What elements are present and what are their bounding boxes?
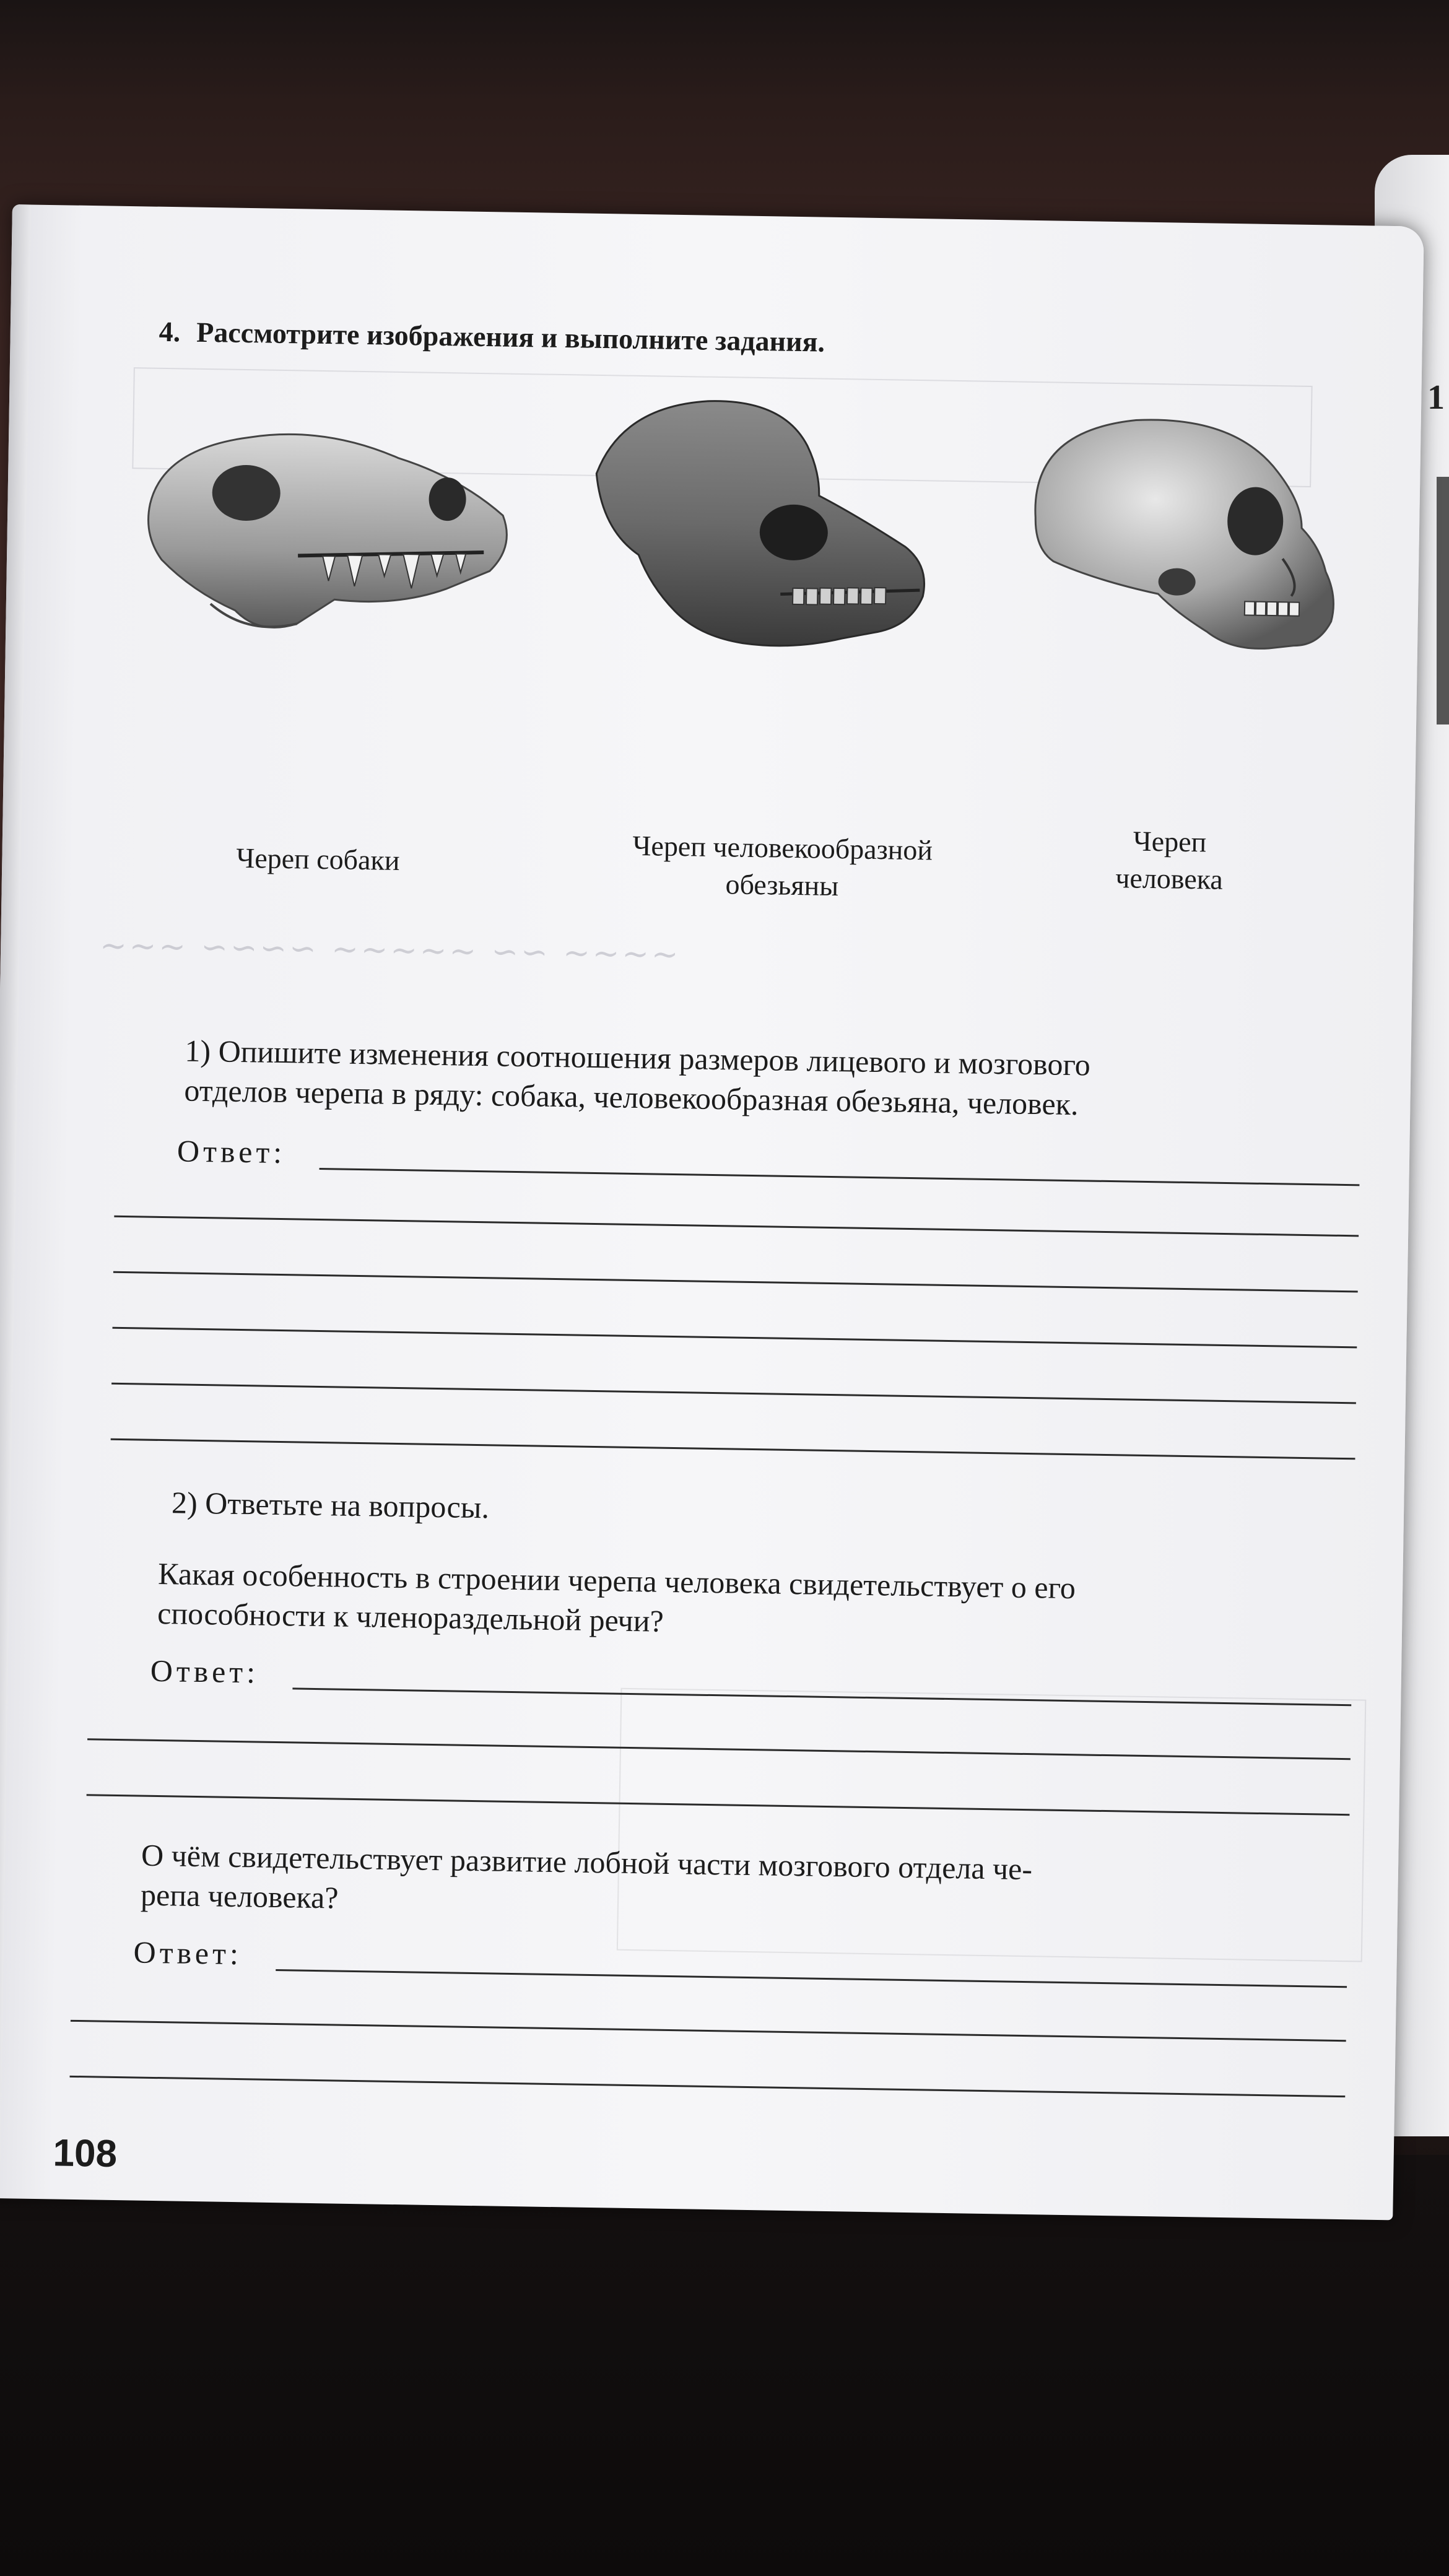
caption-ape-line1: Череп человекообразной bbox=[632, 829, 933, 866]
question-2b-line2: репа человека? bbox=[140, 1877, 339, 1915]
question-2a bbox=[157, 1554, 1076, 1647]
question-1-line1: 1) Опишите изменения соотношения размеров лицевого и мозгового bbox=[185, 1033, 1091, 1082]
page-binding-edge bbox=[0, 204, 31, 2198]
task-title bbox=[159, 315, 825, 359]
caption-human-line2: человека bbox=[1115, 862, 1224, 895]
page-number: 108 bbox=[53, 2131, 118, 2176]
next-page-image-strip bbox=[1437, 477, 1449, 724]
question-2a-line2: способности к членораздельной речи? bbox=[157, 1595, 664, 1638]
question-2b-line1: О чём свидетельствует развитие лобной части мозгового отдела че- bbox=[141, 1837, 1033, 1887]
question-1-line2: отделов черепа в ряду: собака, человекообразная обезьяна, человек. bbox=[184, 1073, 1079, 1122]
question-1 bbox=[184, 1031, 1090, 1125]
answer-line[interactable] bbox=[113, 1271, 1358, 1293]
question-2b bbox=[141, 1835, 1033, 1929]
dog-skull-image bbox=[136, 398, 524, 664]
answer-line[interactable] bbox=[111, 1438, 1355, 1460]
question-2a-line1: Какая особенность в строении черепа человека свидетельствует о его bbox=[157, 1556, 1076, 1606]
human-skull-image bbox=[1008, 393, 1359, 684]
caption-dog-skull: Череп собаки bbox=[236, 842, 400, 876]
show-through-handwriting: ~~~ ∽∽∽∽ ~~~~~ ∽∽ ~~~~ bbox=[99, 927, 681, 974]
answer-line[interactable] bbox=[111, 1383, 1356, 1404]
answer-line[interactable] bbox=[276, 1969, 1347, 1988]
table-surface bbox=[0, 2155, 1449, 2576]
answer-line[interactable] bbox=[71, 2020, 1346, 2042]
answer-line[interactable] bbox=[320, 1168, 1360, 1186]
task-title-text: Рассмотрите изображения и выполните задания. bbox=[196, 316, 825, 358]
answer-line[interactable] bbox=[114, 1216, 1359, 1237]
question-2-header: 2) Ответьте на вопросы. bbox=[171, 1485, 490, 1525]
answer-line[interactable] bbox=[69, 2076, 1345, 2097]
caption-ape-line2: обезьяны bbox=[725, 868, 839, 902]
task-number: 4. bbox=[159, 315, 181, 348]
answer-label: Ответ: bbox=[133, 1934, 243, 1972]
answer-label: Ответ: bbox=[150, 1653, 259, 1690]
caption-human-line1: Череп bbox=[1133, 825, 1207, 858]
caption-human-skull bbox=[1067, 822, 1273, 899]
answer-label: Ответ: bbox=[176, 1133, 286, 1170]
workbook-page bbox=[0, 204, 1424, 2220]
answer-line[interactable] bbox=[112, 1327, 1357, 1349]
caption-ape-skull bbox=[546, 826, 1018, 908]
ape-skull-image bbox=[581, 387, 944, 677]
next-page-fragment: 1 bbox=[1427, 378, 1445, 417]
